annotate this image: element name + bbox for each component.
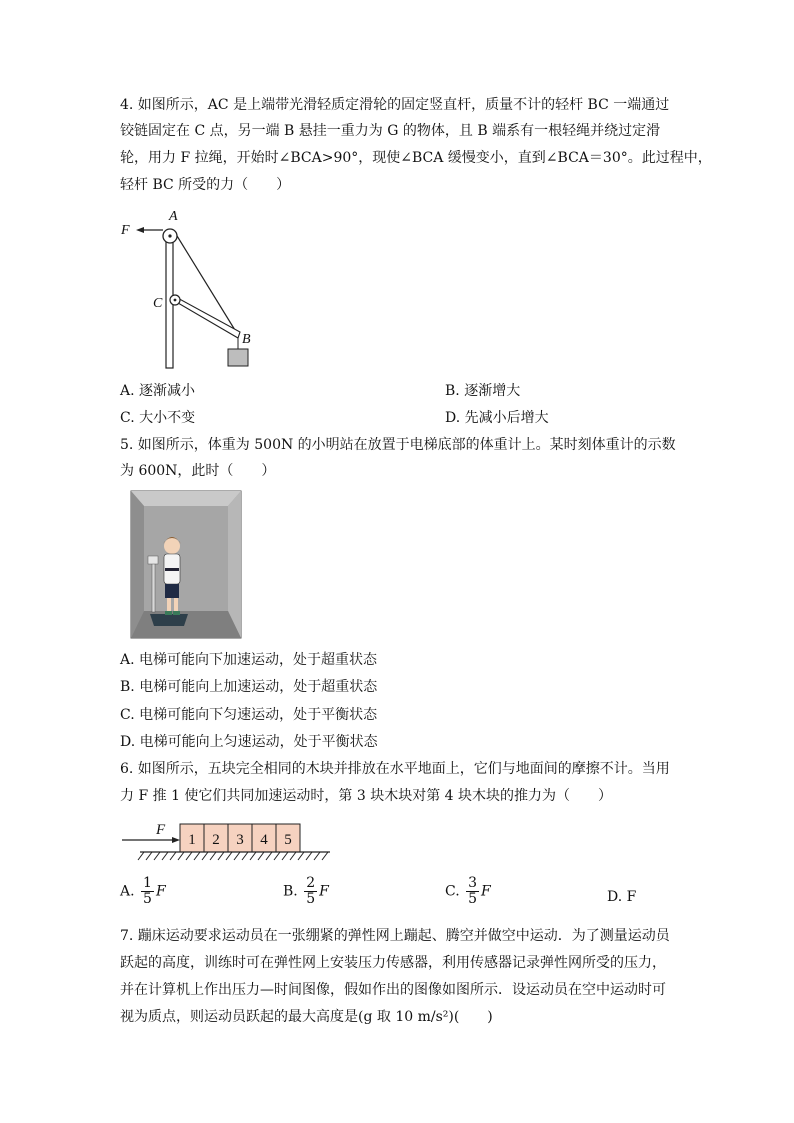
q4-line-1: 4. 如图所示，AC 是上端带光滑轻质定滑轮的固定竖直杆，质量不计的轻杆 BC 一端通过 (120, 97, 670, 113)
label-f: F (121, 223, 130, 238)
weight-block (228, 349, 248, 366)
q6-option-c-fraction: $\frac{3}{5}$ (468, 875, 478, 907)
q6-line-1: 6. 如图所示，五块完全相同的木块并排放在水平地面上，它们与地面间的摩擦不计。当用 (120, 761, 670, 777)
label-c: C (153, 296, 163, 311)
q4-figure (118, 200, 258, 372)
q4-option-a[interactable]: A. 逐渐减小 (120, 383, 196, 399)
q6-label-f: F (156, 822, 166, 838)
q4-line-4: 轻杆 BC 所受的力（ ） (120, 177, 291, 193)
block-label-5: 5 (284, 832, 292, 848)
q6-option-a[interactable]: A. $\frac{1}{5}$ F (120, 875, 166, 907)
q4-option-c[interactable]: C. 大小不变 (120, 410, 196, 426)
q6-option-b[interactable]: B. $\frac{2}{5}$ F (283, 875, 329, 907)
q5-elevator-figure (130, 490, 242, 640)
q7-line-3: 并在计算机上作出压力—时间图像，假如作出的图像如图所示．设运动员在空中运动时可 (120, 982, 666, 998)
q4-line-3: 轮，用力 F 拉绳，开始时∠BCA>90°，现使∠BCA 缓慢变小，直到∠BCA＝30°。此过程中， (120, 150, 712, 166)
ground-hatching (138, 852, 328, 860)
q7-line-4: 视为质点，则运动员跃起的最大高度是(g 取 10 m/s²)( ) (120, 1009, 493, 1025)
q4-line-2: 铰链固定在 C 点，另一端 B 悬挂一重力为 G 的物体，且 B 端系有一根轻绳并绕过定滑 (120, 123, 661, 139)
q5-line-1: 5. 如图所示，体重为 500N 的小明站在放置于电梯底部的体重计上。某时刻体重计的示数 (120, 437, 676, 453)
block-label-2: 2 (212, 832, 220, 848)
q4-option-b[interactable]: B. 逐渐增大 (445, 383, 521, 399)
rod-bc (174, 296, 240, 338)
q5-option-c[interactable]: C. 电梯可能向下匀速运动，处于平衡状态 (120, 707, 378, 723)
q5-option-b[interactable]: B. 电梯可能向上加速运动，处于超重状态 (120, 679, 378, 695)
q6-option-a-label: A. (120, 883, 135, 900)
q6-blocks-figure (118, 818, 334, 866)
q6-option-c-label: C. (445, 883, 460, 900)
q5-option-a[interactable]: A. 电梯可能向下加速运动，处于超重状态 (120, 652, 378, 668)
q5-line-2: 为 600N，此时（ ） (120, 463, 276, 479)
block-label-3: 3 (236, 832, 244, 848)
label-a: A (169, 209, 178, 224)
q6-option-b-label: B. (283, 883, 298, 900)
q4-option-d[interactable]: D. 先减小后增大 (445, 410, 549, 426)
q7-line-2: 跃起的高度，训练时可在弹性网上安装压力传感器，利用传感器记录弹性网所受的压力， (120, 955, 666, 971)
q6-line-2: 力 F 推 1 使它们共同加速运动时，第 3 块木块对第 4 块木块的推力为（ ） (120, 788, 613, 804)
label-b: B (242, 332, 251, 347)
q6-option-c[interactable]: C. $\frac{3}{5}$ F (445, 875, 491, 907)
q6-option-a-fraction: $\frac{1}{5}$ (143, 875, 152, 907)
q6-option-d[interactable]: D. F (607, 889, 637, 905)
block-label-4: 4 (260, 832, 268, 848)
q6-option-b-fraction: $\frac{2}{5}$ (306, 875, 316, 907)
q7-line-1: 7. 蹦床运动要求运动员在一张绷紧的弹性网上蹦起、腾空并做空中运动．为了测量运动员 (120, 928, 670, 944)
q5-option-d[interactable]: D. 电梯可能向上匀速运动，处于平衡状态 (120, 734, 378, 750)
block-label-1: 1 (188, 832, 196, 848)
block-row (180, 824, 300, 852)
